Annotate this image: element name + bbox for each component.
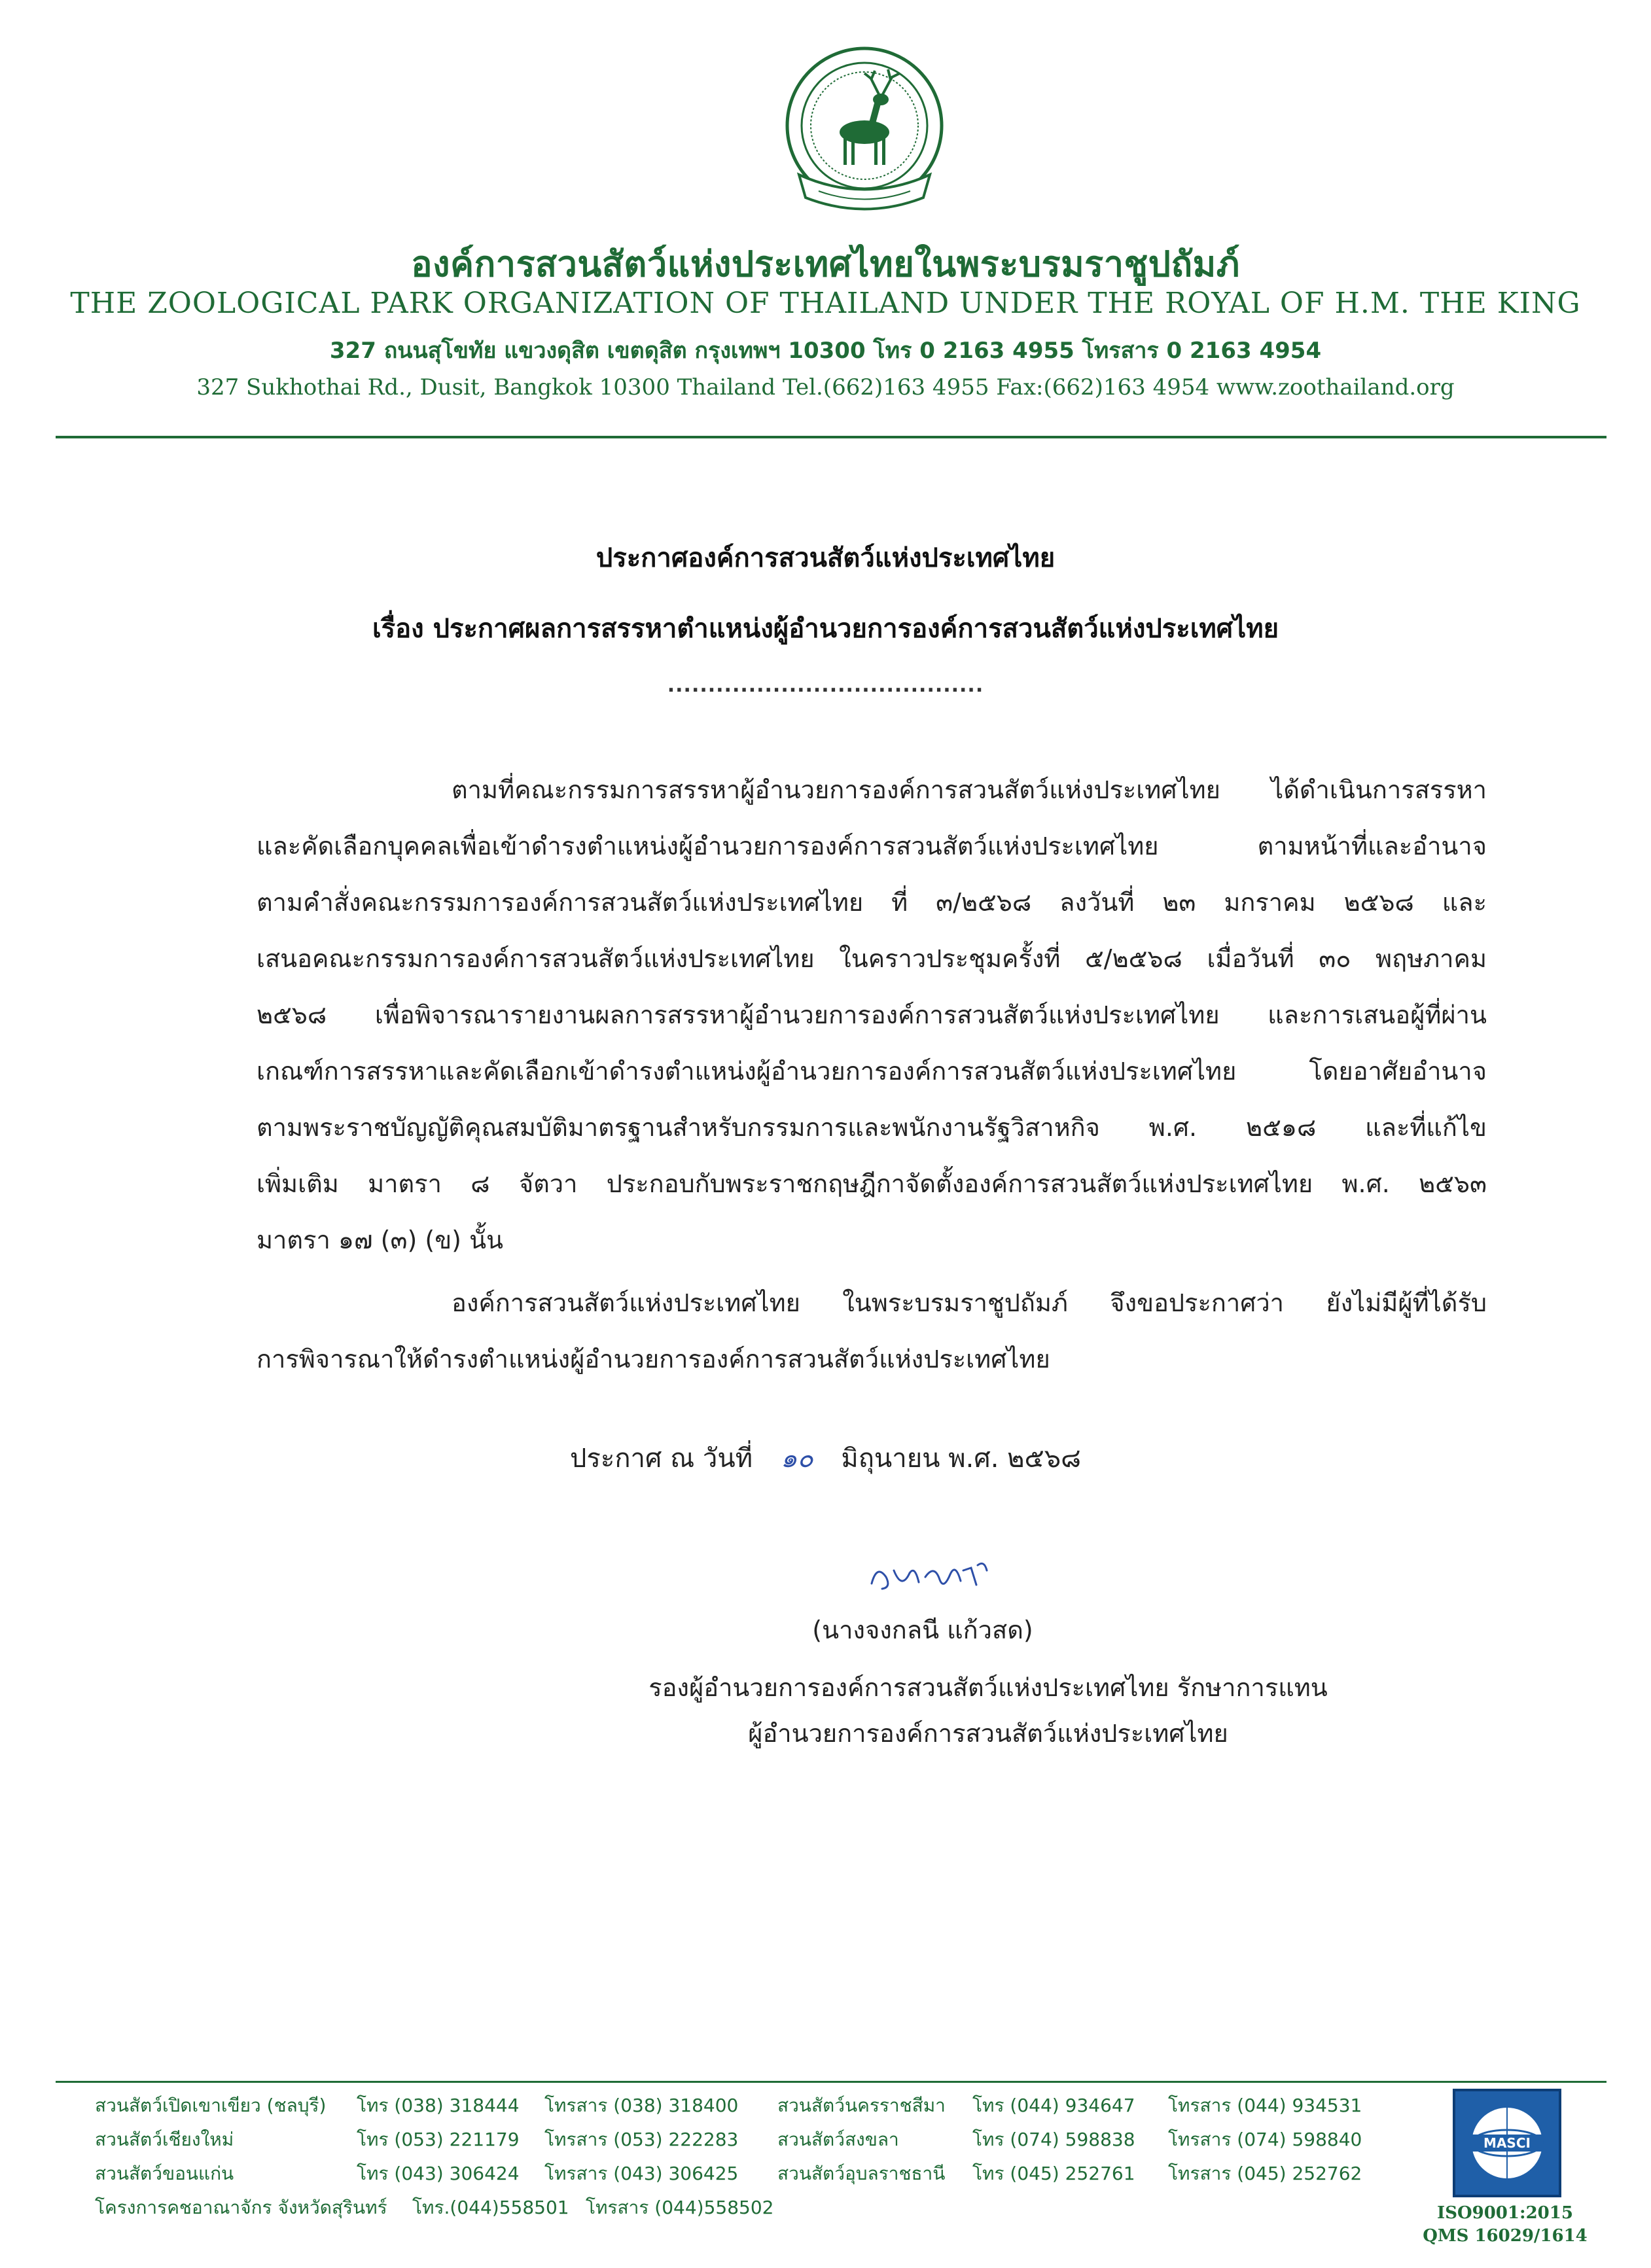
paragraph-line: ตามที่คณะกรรมการสรรหาผู้อำนวยการองค์การสวนสัตว์แห่งประเทศไทย ได้ดำเนินการสรรหา (452, 775, 1487, 804)
paragraph-line: เกณฑ์การสรรหาและคัดเลือกเข้าดำรงตำแหน่งผู้อำนวยการองค์การสวนสัตว์แห่งประเทศไทย โดยอาศัยอำนาจ (257, 1057, 1487, 1086)
paragraph-line: เสนอคณะกรรมการองค์การสวนสัตว์แห่งประเทศไทย ในคราวประชุมครั้งที่ ๕/๒๕๖๘ เมื่อวันที่ ๓๐ พฤษภาคม (257, 944, 1487, 973)
date-suffix: มิถุนายน พ.ศ. ๒๕๖๘ (841, 1444, 1082, 1474)
separator-dots: ....................................... (667, 674, 984, 697)
paragraph-line: มาตรา ๑๗ (๓) (ข) นั้น (257, 1226, 504, 1254)
footer-project-fax: โทรสาร (044)558502 (586, 2197, 774, 2218)
paragraph-line: การพิจารณาให้ดำรงตำแหน่งผู้อำนวยการองค์การสวนสัตว์แห่งประเทศไทย (257, 1345, 1050, 1373)
footer-branch-tel: โทร (044) 934647 (972, 2095, 1135, 2116)
footer-branch-name: สวนสัตว์อุบลราชธานี (777, 2163, 946, 2184)
footer-branch-name: สวนสัตว์เชียงใหม่ (95, 2129, 234, 2150)
paragraph-line: องค์การสวนสัตว์แห่งประเทศไทย ในพระบรมราชูปถัมภ์ จึงขอประกาศว่า ยังไม่มีผู้ที่ได้รับ (452, 1288, 1487, 1317)
masci-logo-text: MASCI (1483, 2135, 1531, 2151)
footer-branch-tel: โทร (038) 318444 (357, 2095, 520, 2116)
iso-standard: ISO9001:2015 (1437, 2203, 1573, 2223)
address-thai: 327 ถนนสุโขทัย แขวงดุสิต เขตดุสิต กรุงเทพฯ 10300 โทร 0 2163 4955 โทรสาร 0 2163 4954 (329, 338, 1322, 364)
footer-branch-tel: โทร (043) 306424 (357, 2163, 520, 2184)
footer-branch-name: สวนสัตว์นครราชสีมา (777, 2095, 946, 2116)
paragraph-line: และคัดเลือกบุคคลเพื่อเข้าดำรงตำแหน่งผู้อำนวยการองค์การสวนสัตว์แห่งประเทศไทย ตามหน้าที่และอำนาจ (257, 832, 1487, 860)
header-divider (56, 436, 1607, 438)
announcement-date (0, 1437, 1651, 1479)
masci-certification-icon (1451, 2087, 1563, 2199)
handwritten-signature (862, 1551, 993, 1603)
footer-branch-tel: โทร (053) 221179 (357, 2129, 520, 2150)
footer-branch-fax: โทรสาร (074) 598840 (1168, 2129, 1362, 2150)
deer-emblem-icon (773, 41, 956, 224)
signer-name: (นางจงกลนี แก้วสด) (812, 1616, 1033, 1644)
footer-project-tel: โทร.(044)558501 (412, 2197, 569, 2218)
footer-branch-name: สวนสัตว์เปิดเขาเขียว (ชลบุรี) (95, 2095, 327, 2116)
date-day-handwritten: ๑๐ (780, 1444, 813, 1474)
org-name-english: THE ZOOLOGICAL PARK ORGANIZATION OF THAILAND UNDER THE ROYAL OF H.M. THE KING (70, 287, 1581, 320)
footer-project-name: โครงการคชอาณาจักร จังหวัดสุรินทร์ (95, 2197, 387, 2218)
address-english: 327 Sukhothai Rd., Dusit, Bangkok 10300 Thailand Tel.(662)163 4955 Fax:(662)163 4954 www.zoothailand.org (196, 374, 1455, 400)
paragraph-line: ตามคำสั่งคณะกรรมการองค์การสวนสัตว์แห่งประเทศไทย ที่ ๓/๒๕๖๘ ลงวันที่ ๒๓ มกราคม ๒๕๖๘ และ (257, 888, 1487, 917)
signer-position: รองผู้อำนวยการองค์การสวนสัตว์แห่งประเทศไทย รักษาการแทน (648, 1673, 1328, 1702)
footer-branch-tel: โทร (045) 252761 (972, 2163, 1135, 2184)
date-prefix: ประกาศ ณ วันที่ (569, 1444, 753, 1474)
org-name-thai: องค์การสวนสัตว์แห่งประเทศไทยในพระบรมราชูปถัมภ์ (411, 243, 1240, 285)
paragraph-line: ๒๕๖๘ เพื่อพิจารณารายงานผลการสรรหาผู้อำนวยการองค์การสวนสัตว์แห่งประเทศไทย และการเสนอผู้ที่ผ่าน (257, 1001, 1487, 1029)
footer-divider (56, 2081, 1607, 2083)
footer-branch-fax: โทรสาร (043) 306425 (544, 2163, 739, 2184)
footer-branch-fax: โทรสาร (038) 318400 (544, 2095, 739, 2116)
footer-branch-name: สวนสัตว์สงขลา (777, 2129, 899, 2150)
announcement-title: ประกาศองค์การสวนสัตว์แห่งประเทศไทย (595, 543, 1056, 573)
paragraph-line: ตามพระราชบัญญัติคุณสมบัติมาตรฐานสำหรับกรรมการและพนักงานรัฐวิสาหกิจ พ.ศ. ๒๕๑๘ และที่แก้ไข (257, 1113, 1487, 1142)
signer-position-line2: ผู้อำนวยการองค์การสวนสัตว์แห่งประเทศไทย (748, 1719, 1228, 1748)
footer-branch-fax: โทรสาร (053) 222283 (544, 2129, 739, 2150)
announcement-subject: เรื่อง ประกาศผลการสรรหาตำแหน่งผู้อำนวยการองค์การสวนสัตว์แห่งประเทศไทย (372, 614, 1279, 644)
footer-branch-fax: โทรสาร (044) 934531 (1168, 2095, 1362, 2116)
paragraph-line: เพิ่มเติม มาตรา ๘ จัตวา ประกอบกับพระราชกฤษฎีกาจัดตั้งองค์การสวนสัตว์แห่งประเทศไทย พ.ศ. ๒๕๖๓ (257, 1169, 1487, 1198)
footer-branch-fax: โทรสาร (045) 252762 (1168, 2163, 1362, 2184)
footer-branch-tel: โทร (074) 598838 (972, 2129, 1135, 2150)
footer-branch-name: สวนสัตว์ขอนแก่น (95, 2163, 234, 2184)
iso-certificate-number: QMS 16029/1614 (1423, 2226, 1588, 2246)
